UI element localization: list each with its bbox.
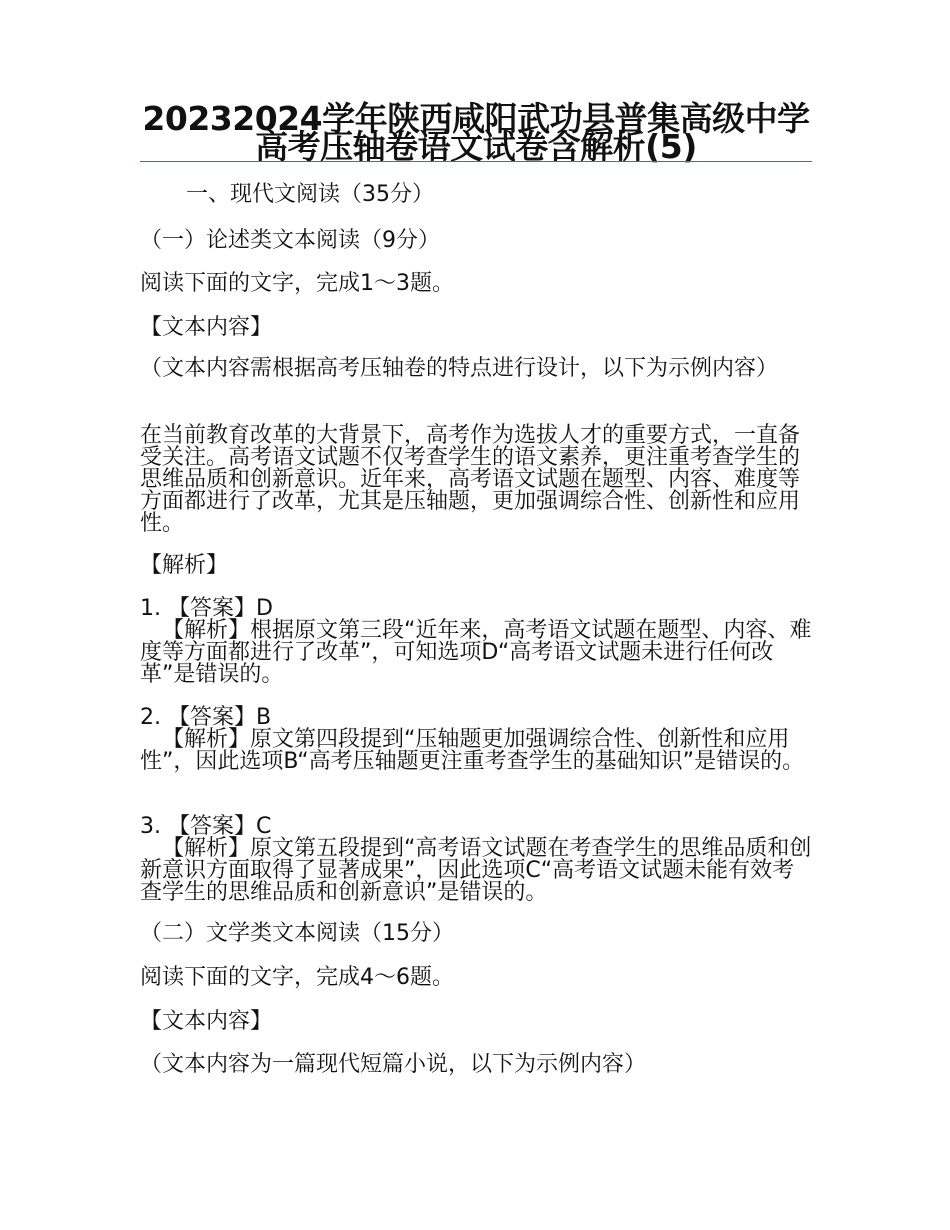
part1-heading: （一）论述类文本阅读（9分） <box>140 228 440 253</box>
explanation-2: 【解析】原文第四段提到“压轴题更加强调综合性、创新性和应用性”，因此选项B“高考压轴题更注重考查学生的基础知识”是错误的。 <box>140 727 805 774</box>
part1-analysis-label: 【解析】 <box>140 553 229 578</box>
part2-instruction: 阅读下面的文字，完成4～6题。 <box>140 965 454 990</box>
answer-1: 1. 【答案】D <box>140 596 273 621</box>
part2-heading: （二）文学类文本阅读（15分） <box>140 921 454 946</box>
document-title: 20232024学年陕西咸阳武功县普集高级中学高考压轴卷语文试卷含解析(5) <box>142 99 810 166</box>
explanation-1: 【解析】根据原文第三段“近年来，高考语文试题在题型、内容、难度等方面都进行了改革”，可知选项D“高考语文试题未进行任何改革”是错误的。 <box>140 618 812 687</box>
answer-2: 2. 【答案】B <box>140 705 272 730</box>
part1-instruction: 阅读下面的文字，完成1～3题。 <box>140 271 454 296</box>
answer-3: 3. 【答案】C <box>140 814 272 839</box>
part1-paragraph: 在当前教育改革的大背景下，高考作为选拔人才的重要方式，一直备受关注。高考语文试题不仅考查学生的语文素养，更注重考查学生的思维品质和创新意识。近年来，高考语文试题在题型、内容、难度等方面都进行了改革，尤其是压轴题，更加强调综合性、创新性和应用性。 <box>140 423 801 536</box>
part2-text-note: （文本内容为一篇现代短篇小说，以下为示例内容） <box>140 1052 647 1077</box>
title-underline <box>140 161 812 162</box>
part2-text-label: 【文本内容】 <box>140 1009 273 1034</box>
explanation-3: 【解析】原文第五段提到“高考语文试题在考查学生的思维品质和创新意识方面取得了显著成果”，因此选项C“高考语文试题未能有效考查学生的思维品质和创新意识”是错误的。 <box>140 836 812 905</box>
section-heading: 一、现代文阅读（35分） <box>186 182 434 207</box>
part1-text-note: （文本内容需根据高考压轴卷的特点进行设计，以下为示例内容） <box>140 356 779 381</box>
part1-text-label: 【文本内容】 <box>140 315 273 340</box>
